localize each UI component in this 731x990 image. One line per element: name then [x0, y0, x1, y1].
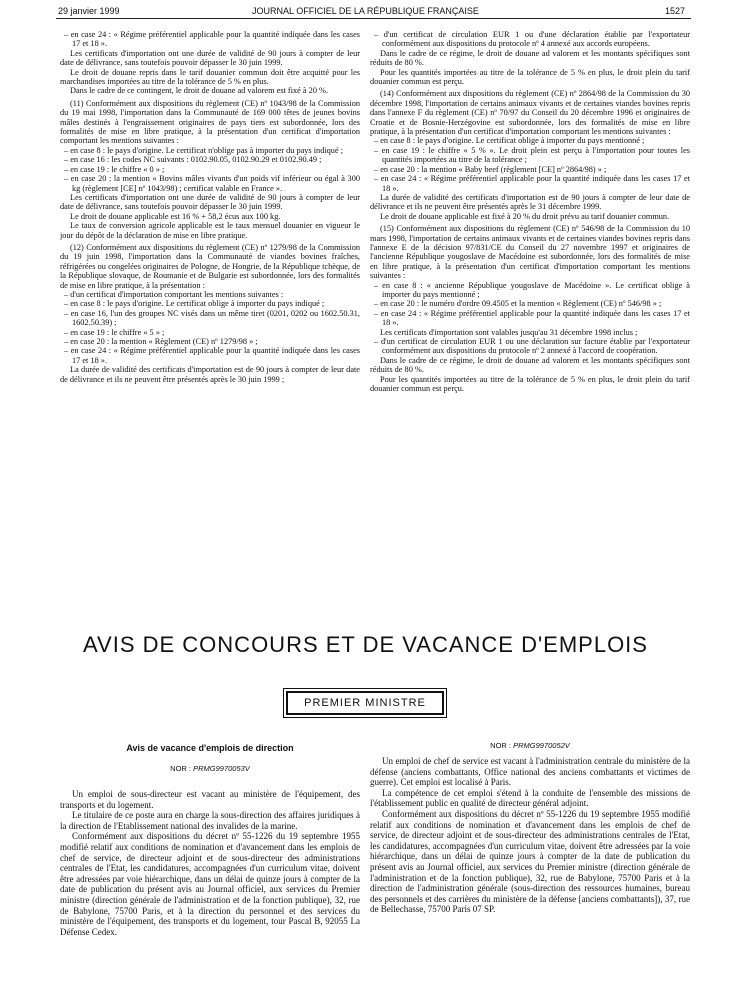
right-column [370, 30, 690, 590]
paragraph: – en case 20 : le numéro d'ordre 09.4505 et la mention « Règlement (CE) nº 546/98 » ; [374, 299, 662, 309]
left-column [60, 30, 360, 590]
nor-right-code: PRMG9970052V [513, 741, 570, 750]
paragraph: – en case 24 : « Régime préférentiel applicable pour la quantité indiquée dans les cases 17 et 18 ». [64, 30, 360, 49]
paragraph: – en case 19 : le chiffre « 5 » ; [64, 327, 165, 337]
issue-date: 29 janvier 1999 [58, 6, 120, 16]
page-header [0, 6, 731, 22]
paragraph: Le titulaire de ce poste aura en charge la sous-direction des affaires juridiques à la direction de l'Etablissement national des invalides de la marine. [60, 810, 360, 831]
paragraph: (15) Conformément aux dispositions du règlement (CE) nº 546/98 de la Commission du 10 mars 1998, l'importation de certains animaux vivants et de certaines viandes bovines repris dans l'annexe E de la décision 97/831/CE du Conseil du 27 novembre 1997 et originaires de l'ancienne République yougoslave de Macédoine est subordonnée, lors des formalités de mise en libre pratique, à la présentation d'un certificat d'importation comportant les mentions suivantes : [370, 224, 690, 281]
header-rule [56, 18, 691, 19]
paragraph: La durée de validité des certificats d'importation est de 90 jours à compter de leur date de délivrance et ils ne peuvent être présentés après le 30 juin 1999 ; [60, 365, 360, 384]
paragraph: La compétence de cet emploi s'étend à la conduite de l'ensemble des missions de l'établissement public en qualité de directeur général adjoint. [370, 787, 690, 809]
paragraph: – en case 8 : le pays d'origine. Le certificat oblige à importer du pays mentionné ; [374, 136, 645, 146]
paragraph: – d'un certificat d'importation comportant les mentions suivantes : [64, 289, 284, 299]
paragraph: Pour les quantités importées au titre de la tolérance de 5 % en plus, le droit plein du tarif douanier commun est perçu. [370, 67, 690, 87]
paragraph: Dans le cadre de ce régime, le droit de douane ad valorem et les montants spécifiques sont réduits de 80 %. [370, 355, 690, 375]
paragraph: – en case 8 : le pays d'origine. Le certificat n'oblige pas à importer du pays indiqué ; [64, 145, 344, 155]
paragraph: Les certificats d'importation ont une durée de validité de 90 jours à compter de leur date de délivrance, sans toutefois pouvoir dépasser le 30 juin 1999. [60, 48, 360, 68]
paragraph: – en case 20 : la mention « Bovins mâles vivants d'un poids vif inférieur ou égal à 300 kg (règlement [CE] nº 1043/98) ; certificat valable en France ». [64, 174, 360, 193]
paragraph: (11) Conformément aux dispositions du règlement (CE) nº 1043/98 de la Commission du 19 mai 1998, l'importation dans la Communauté de 169 000 têtes de jeunes bovins mâles destinés à l'engraissement originaires de pays tiers est subordonnée, lors des formalités de mise en libre pratique, à la présentation d'un certificat d'importation comportant les mentions suivantes : [60, 98, 360, 146]
paragraph: Conformément aux dispositions du décret nº 55-1226 du 19 septembre 1955 modifié relatif aux conditions de nomination et d'avancement dans les emplois de chef de service, de directeur adjoint et de sous-directeur des administrations centrales de l'Etat, les candidatures, accompagnées d'un curriculum vitae, doivent être adressées par voie hiérarchique, dans un délai de quinze jours à compter de la date de publication du présent avis au Journal officiel, aux services du Premier ministre (direction générale de l'administration et de la fonction publique), 32, rue de Babylone, 75700 Paris, et à la direction du personnel et des services du ministère de l'équipement, des transports et du logement, tour Pascal B, 92055 La Défense Cedex. [60, 831, 360, 937]
nor-left-code: PRMG9970053V [193, 764, 250, 773]
paragraph: – en case 16 : les codes NC suivants : 0102.90.05, 0102.90.29 et 0102.90.49 ; [64, 155, 322, 165]
paragraph: Dans le cadre de ce contingent, le droit de douane ad valorem est fixé à 20 %. [70, 86, 329, 96]
paragraph: Les certificats d'importation ont une durée de validité de 90 jours à compter de leur date de délivrance, sans toutefois pouvoir dépasser le 30 juin 1999. [60, 192, 360, 212]
paragraph: Un emploi de chef de service est vacant à l'administration centrale du ministère de la défense (anciens combattants, Office national des anciens combattants et victimes de guerre). Cet emploi est localisé à Paris. [370, 756, 690, 788]
paragraph: La durée de validité des certificats d'importation est de 90 jours à compter de leur date de délivrance et ils ne peuvent être présentés après le 31 décembre 1999. [370, 192, 690, 212]
bottom-right-column [370, 756, 690, 986]
paragraph: – en case 24 : « Régime préférentiel applicable pour la quantité indiquée dans les cases 17 et 18 ». [374, 308, 690, 328]
bottom-left-column [60, 789, 360, 984]
paragraph: – en case 8 : « ancienne République yougoslave de Macédoine ». Le certificat oblige à importer du pays mentionné ; [374, 280, 690, 299]
paragraph: Le taux de conversion agricole applicable est le taux mensuel douanier en vigueur le jour du dépôt de la déclaration de mise en libre pratique. [60, 221, 360, 240]
nor-right-label: NOR : [490, 741, 512, 750]
journal-title: JOURNAL OFFICIEL DE LA RÉPUBLIQUE FRANÇAISE [252, 6, 479, 16]
paragraph: – d'un certificat de circulation EUR 1 ou d'une déclaration établie par l'exportateur conformément aux dispositions du protocole nº 4 annexé aux accords européens. [374, 30, 690, 49]
paragraph: (14) Conformément aux dispositions du règlement (CE) nº 2864/98 de la Commission du 30 décembre 1998, l'importation de certains animaux vivants et de certaines viandes bovines repris dans l'annexe F du règlement (CE) nº 70/97 du Conseil du 20 décembre 1996 et originaires de Croatie et de Bosnie-Herzégovine est subordonnée, lors des formalités de mise en libre pratique, à la présentation d'un certificat d'importation comportant les mentions suivantes : [370, 89, 690, 137]
section-title: AVIS DE CONCOURS ET DE VACANCE D'EMPLOIS [83, 632, 648, 657]
notice-title: Avis de vacance d'emplois de direction [126, 743, 294, 753]
paragraph: – en case 24 : « Régime préférentiel applicable pour la quantité indiquée dans les cases 17 et 18 ». [64, 346, 360, 365]
paragraph: – en case 8 : le pays d'origine. Le certificat oblige à importer du pays indiqué ; [64, 299, 325, 309]
paragraph: Le droit de douane applicable est fixé à 20 % du droit prévu au tarif douanier commun. [380, 211, 670, 221]
paragraph: – en case 20 : la mention « Règlement (CE) nº 1279/98 » ; [64, 337, 258, 346]
paragraph: – en case 19 : le chiffre « 0 » ; [64, 164, 165, 174]
paragraph: Les certificats d'importation sont valables jusqu'au 31 décembre 1998 inclus ; [380, 327, 638, 337]
nor-left-label: NOR : [170, 764, 192, 773]
nor-left [60, 764, 360, 773]
paragraph: – en case 19 : le chiffre « 5 % ». Le droit plein est perçu à l'importation pour toutes les quantités importées au titre de la tolérance ; [374, 145, 690, 165]
page-number: 1527 [664, 6, 685, 16]
paragraph: Le droit de douane repris dans le tarif douanier commun doit être acquitté pour les marchandises importées au titre de la tolérance de 5 % en plus. [60, 67, 360, 87]
nor-right [370, 741, 690, 750]
paragraph: (12) Conformément aux dispositions du règlement (CE) nº 1279/98 de la Commission du 19 juin 1998, l'importation dans la Communauté de viandes bovines fraîches, réfrigérées ou congelées originaires de Pologne, de Hongrie, de la République tchèque, de la République slovaque, de Roumanie et de Bulgarie est subordonnée, lors des formalités de mise en libre pratique, à la présentation : [60, 242, 360, 290]
ministry-box: PREMIER MINISTRE [286, 691, 444, 715]
paragraph: – en case 24 : « Régime préférentiel applicable pour la quantité indiquée dans les cases 17 et 18 ». [374, 174, 690, 193]
paragraph: – en case 20 : la mention « Baby beef (règlement [CE] nº 2864/98) » ; [374, 164, 607, 174]
paragraph: – d'un certificat de circulation EUR 1 ou une déclaration sur facture établie par l'exportateur conformément aux dispositions du protocole nº 2 annexé à l'accord de coopération. [374, 337, 690, 356]
paragraph: Pour les quantités importées au titre de la tolérance de 5 % en plus, le droit plein du tarif douanier commun est perçu. [370, 374, 690, 394]
paragraph: Le droit de douane applicable est 16 % + 58,2 écus aux 100 kg. [70, 211, 281, 221]
paragraph: Conformément aux dispositions du décret nº 55-1226 du 19 septembre 1955 modifié relatif aux conditions de nomination et d'avancement dans les emplois de chef de service, de directeur adjoint et de sous-directeur des administrations centrales de l'Etat, les candidatures, accompagnées d'un curriculum vitae, doivent être adressées par la voie hiérarchique, dans un délai de quinze jours à compter de la date de publication du présent avis au Journal officiel, aux services du Premier ministre (direction générale de l'administration et de la fonction publique), 32, rue de Babylone, 75700 Paris et à la direction de l'administration générale (sous-direction des ressources humaines, bureau des personnels et des carrières du ministère de la défense [anciens combattants]), 37, rue de Bellechasse, 75700 Paris 07 SP. [370, 808, 690, 915]
paragraph: Un emploi de sous-directeur est vacant au ministère de l'équipement, des transports et du logement. [60, 789, 360, 810]
paragraph: Dans le cadre de ce régime, le droit de douane ad valorem et les montants spécifiques sont réduits de 80 %. [370, 48, 690, 68]
paragraph: – en case 16, l'un des groupes NC visés dans un même tiret (0201, 0202 ou 1602.50.31, 1602.50.39) ; [64, 308, 360, 328]
